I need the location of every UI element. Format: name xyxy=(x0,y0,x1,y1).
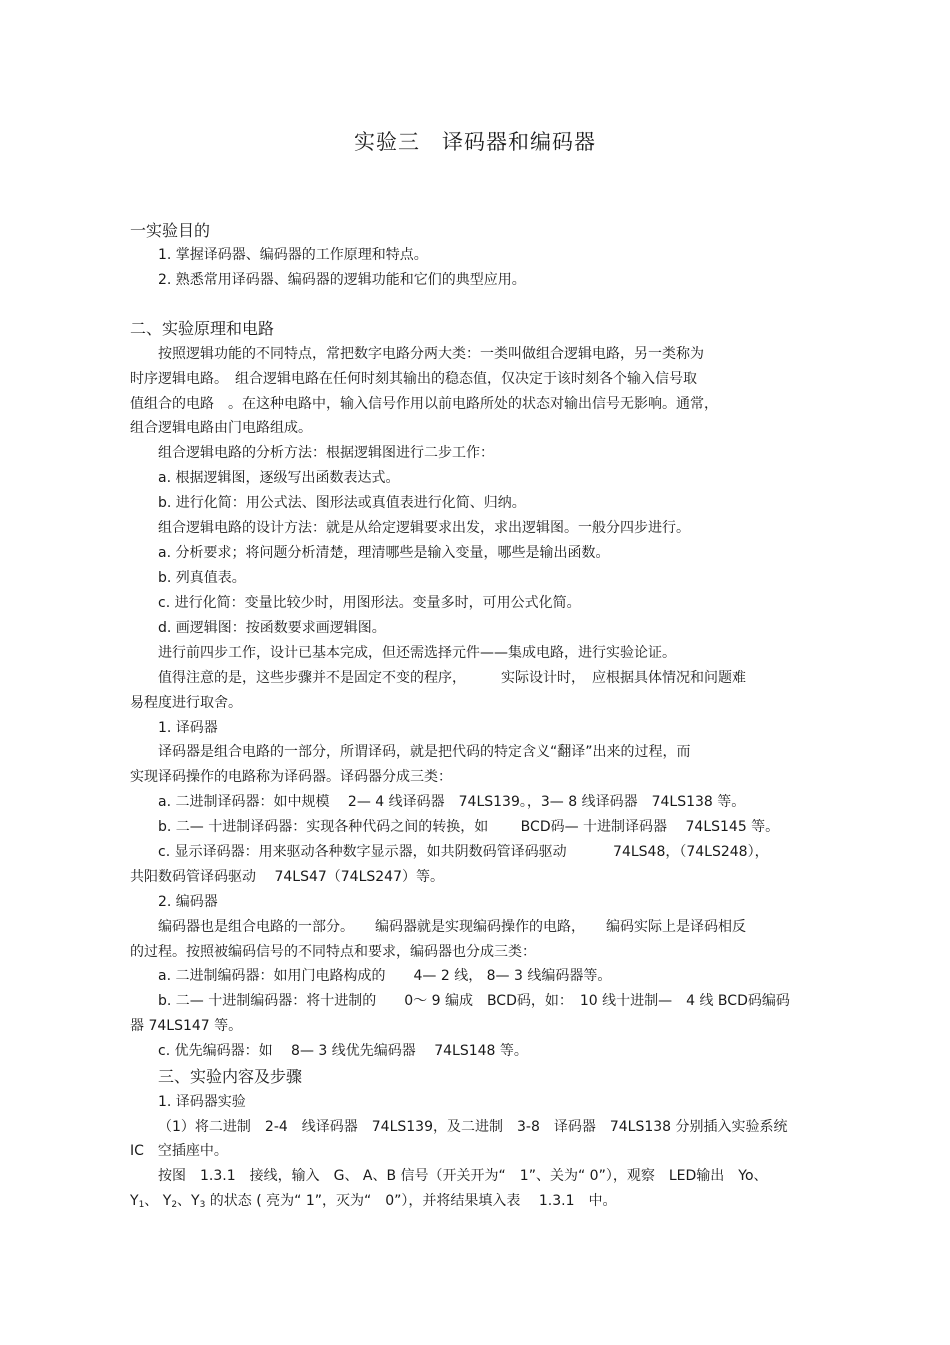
list-item: c. 优先编码器：如 8— 3 线优先编码器 74LS148 等。 xyxy=(158,1043,528,1059)
subscript-2: 2 xyxy=(171,1200,178,1210)
paragraph-line: 编码器也是组合电路的一部分。 编码器就是实现编码操作的电路， 编码实际上是译码相反 xyxy=(158,919,746,935)
document-title: 实验三 译码器和编码器 xyxy=(354,130,596,154)
paragraph-line: 组合逻辑电路的设计方法：就是从给定逻辑要求出发，求出逻辑图。一般分四步进行。 xyxy=(158,520,690,536)
paragraph-line: 值组合的电路 。在这种电路中，输入信号作用以前电路所处的状态对输出信号无影响。通常， xyxy=(130,396,718,412)
list-item: a. 二进制编码器：如用门电路构成的 4— 2 线， 8— 3 线编码器等。 xyxy=(158,968,612,984)
paragraph-line: 共阳数码管译码驱动 74LS47（74LS247）等。 xyxy=(130,869,444,885)
list-item: b. 列真值表。 xyxy=(158,570,246,586)
paragraph-line: 器 74LS147 等。 xyxy=(130,1018,243,1034)
output-y-label: Y xyxy=(130,1193,139,1209)
paragraph-line: 译码器是组合电路的一部分，所谓译码，就是把代码的特定含义“翻译”出来的过程，而 xyxy=(158,744,691,760)
paragraph-line: 按照逻辑功能的不同特点，常把数字电路分两大类：一类叫做组合逻辑电路，另一类称为 xyxy=(158,346,704,362)
subscript-1: 1 xyxy=(138,1200,145,1210)
list-item: a. 二进制译码器：如中规模 2— 4 线译码器 74LS139。，3— 8 线译码器 74LS138 等。 xyxy=(158,794,746,810)
list-item: b. 二— 十进制编码器：将十进制的 0～ 9 编成 BCD码，如： 10 线十进制— 4 线 BCD码编码 xyxy=(158,993,790,1009)
paragraph-line: 实现译码操作的电路称为译码器。译码器分成三类： xyxy=(130,769,452,785)
section-heading-principle: 二、实验原理和电路 xyxy=(130,319,275,338)
list-item: a. 根据逻辑图，逐级写出函数表达式。 xyxy=(158,470,400,486)
text-run: 、Y xyxy=(177,1193,200,1209)
subscript-3: 3 xyxy=(199,1200,206,1210)
paragraph-line: 组合逻辑电路的分析方法：根据逻辑图进行二步工作： xyxy=(158,445,494,461)
paragraph-line: 值得注意的是，这些步骤并不是固定不变的程序， 实际设计时， 应根据具体情况和问题难 xyxy=(158,670,746,686)
list-item: c. 显示译码器：用来驱动各种数字显示器，如共阴数码管译码驱动 74LS48，（74LS248）， xyxy=(158,844,769,860)
paragraph-line: 组合逻辑电路由门电路组成。 xyxy=(130,420,312,436)
list-item: b. 二— 十进制译码器：实现各种代码之间的转换，如 BCD码— 十进制译码器 74LS145 等。 xyxy=(158,819,780,835)
list-item: a. 分析要求；将问题分析清楚，理清哪些是输入变量，哪些是输出函数。 xyxy=(158,545,610,561)
paragraph-line: 按图 1.3.1 接线，输入 G、 A、B 信号（开关开为“ 1”、关为“ 0”），观察 LED输出 Yo、 xyxy=(158,1168,768,1184)
paragraph-line: 进行前四步工作，设计已基本完成，但还需选择元件——集成电路，进行实验论证。 xyxy=(158,645,676,661)
section-heading-purpose: 一实验目的 xyxy=(130,221,211,240)
text-run: 的状态 ( 亮为“ 1”，灭为“ 0”），并将结果填入表 1.3.1 中。 xyxy=(205,1193,617,1209)
list-item: d. 画逻辑图：按函数要求画逻辑图。 xyxy=(158,620,386,636)
list-item: c. 进行化简：变量比较少时，用图形法。变量多时，可用公式化简。 xyxy=(158,595,581,611)
purpose-item-2: 2. 熟悉常用译码器、编码器的逻辑功能和它们的典型应用。 xyxy=(158,272,526,288)
paragraph-line: （1）将二进制 2-4 线译码器 74LS139，及二进制 3-8 译码器 74LS138 分别插入实验系统 xyxy=(158,1119,788,1135)
paragraph-line: 易程度进行取舍。 xyxy=(130,695,242,711)
paragraph-line: 的过程。按照被编码信号的不同特点和要求，编码器也分成三类： xyxy=(130,944,536,960)
paragraph-line xyxy=(130,1191,820,1215)
list-item: b. 进行化简：用公式法、图形法或真值表进行化简、归纳。 xyxy=(158,495,526,511)
purpose-item-1: 1. 掌握译码器、编码器的工作原理和特点。 xyxy=(158,247,428,263)
subsection-heading-decoder-experiment: 1. 译码器实验 xyxy=(158,1094,246,1110)
paragraph-line: 时序逻辑电路。 组合逻辑电路在任何时刻其输出的稳态值，仅决定于该时刻各个输入信号取 xyxy=(130,371,697,387)
section-heading-steps: 三、实验内容及步骤 xyxy=(158,1067,303,1086)
subsection-heading-encoder: 2. 编码器 xyxy=(158,894,218,910)
subsection-heading-decoder: 1. 译码器 xyxy=(158,720,218,736)
paragraph-line: IC 空插座中。 xyxy=(130,1143,228,1159)
text-run: 、 Y xyxy=(144,1193,172,1209)
